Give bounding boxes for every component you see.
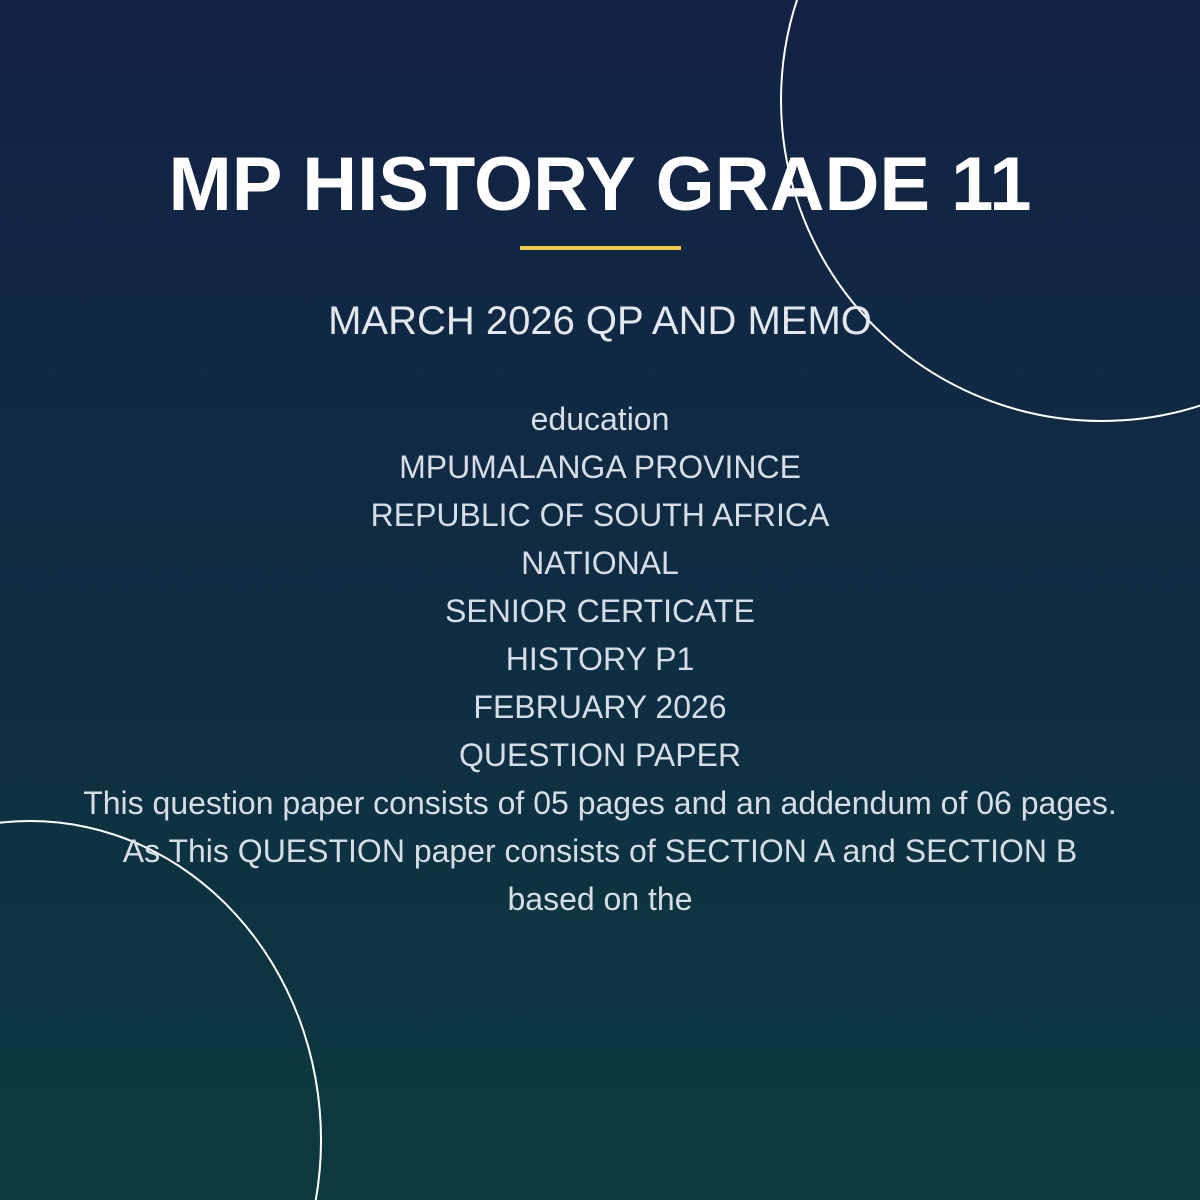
page-subtitle: MARCH 2026 QP AND MEMO	[328, 299, 872, 343]
description-line-date: FEBRUARY 2026	[473, 689, 727, 725]
description-line-certificate: SENIOR CERTICATE	[445, 593, 755, 629]
description-line-country: REPUBLIC OF SOUTH AFRICA	[370, 497, 830, 533]
title-accent-divider	[520, 246, 681, 250]
description-line-page-count: This question paper consists of 05 pages and an addendum of 06 pages.	[83, 785, 1117, 821]
page-title: MP HISTORY GRADE 11	[168, 142, 1032, 227]
description-line-province: MPUMALANGA PROVINCE	[399, 449, 801, 485]
document-description	[80, 395, 1120, 923]
description-line-paper-type: QUESTION PAPER	[458, 737, 742, 773]
description-line-education: education	[530, 401, 670, 437]
description-line-national: NATIONAL	[521, 545, 679, 581]
description-line-subject: HISTORY P1	[505, 641, 695, 677]
description-line-sections: As This QUESTION paper consists of SECTION A and SECTION B based on the	[122, 833, 1078, 917]
